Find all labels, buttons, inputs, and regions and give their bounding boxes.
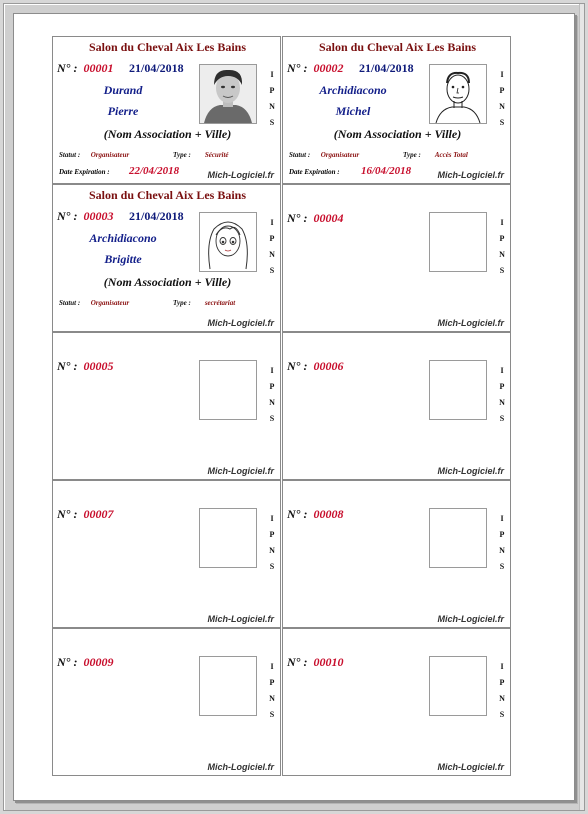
statut-row: Statut : Organisateur [289,151,360,159]
number-label: N° : [287,655,308,669]
ipns-vertical-label: I P N S [499,514,505,571]
ipns-vertical-label: I P N S [499,70,505,127]
photo-placeholder [199,360,257,420]
first-name: Pierre [107,104,139,118]
badge-number: 00009 [83,655,114,669]
number-label: N° : [287,211,308,225]
scrollbar[interactable] [579,4,584,810]
expiration-value: 16/04/2018 [361,165,412,177]
badge-number-row [287,359,343,374]
badge-number: 00008 [313,507,344,521]
expiration-label: Date Expiration : [289,168,340,176]
type-value: secrétariat [204,299,236,307]
footer-brand: Mich-Logiciel.fr [207,614,274,624]
type-row: Type : secrétariat [173,299,236,307]
badge-number-row [57,359,113,374]
badge-number-row [57,655,113,670]
badge-card [52,184,281,332]
ipns-vertical-label: I P N S [499,662,505,719]
number-label: N° : [57,507,78,521]
footer-brand: Mich-Logiciel.fr [437,318,504,328]
last-name: Archidiacono [89,231,157,245]
badge-number: 00007 [83,507,114,521]
badge-number-row [287,655,343,670]
number-label: N° : [287,507,308,521]
photo-placeholder [429,360,487,420]
footer-brand: Mich-Logiciel.fr [437,614,504,624]
ipns-vertical-label: I P N S [269,366,275,423]
photo-manga-sketch [199,212,257,272]
footer-brand: Mich-Logiciel.fr [437,466,504,476]
badge-card [52,36,281,184]
badge-card [282,480,511,628]
ipns-vertical-label: I P N S [269,218,275,275]
type-row: Type : Sécurité [173,151,229,159]
badge-number: 00003 [83,209,114,223]
badge-card [52,480,281,628]
badge-title: Salon du Cheval Aix Les Bains [88,40,247,54]
badge-card [282,332,511,480]
expiration-label: Date Expiration : [59,168,110,176]
association-label: (Nom Association + Ville) [103,127,232,141]
photo-placeholder [429,212,487,272]
number-label: N° : [57,655,78,669]
badge-number-row [287,507,343,522]
association-label: (Nom Association + Ville) [103,275,232,289]
badge-number-row [57,61,113,76]
badge-date: 21/04/2018 [359,61,414,75]
number-label: N° : [57,359,78,373]
type-value: Accès Total [434,151,468,159]
badge-number-row [287,61,343,76]
statut-row: Statut : Organisateur [59,151,130,159]
ipns-vertical-label: I P N S [269,514,275,571]
statut-value: Organisateur [320,151,360,159]
photo-placeholder [199,508,257,568]
type-value: Sécurité [204,151,229,159]
footer-brand: Mich-Logiciel.fr [207,466,274,476]
first-name: Michel [335,104,371,118]
ipns-vertical-label: I P N S [499,366,505,423]
photo-placeholder [199,656,257,716]
badge-number: 00002 [313,61,344,75]
last-name: Archidiacono [319,83,387,97]
footer-brand: Mich-Logiciel.fr [207,170,274,180]
number-label: N° : [57,209,78,223]
footer-brand: Mich-Logiciel.fr [207,762,274,772]
badge-title: Salon du Cheval Aix Les Bains [88,188,247,202]
photo-sketch [429,64,487,124]
ipns-vertical-label: I P N S [499,218,505,275]
badge-number: 00004 [313,211,344,225]
statut-value: Organisateur [90,299,130,307]
first-name: Brigitte [104,252,142,266]
badge-number: 00010 [313,655,344,669]
number-label: N° : [57,61,78,75]
badge-card [282,36,511,184]
badge-number: 00001 [83,61,114,75]
type-row: Type : Accès Total [403,151,468,159]
photo-placeholder [429,656,487,716]
badge-number-row [57,209,113,224]
expiration-value: 22/04/2018 [129,165,180,177]
badge-card [52,332,281,480]
badge-number: 00005 [83,359,114,373]
ipns-vertical-label: I P N S [269,70,275,127]
ipns-vertical-label: I P N S [269,662,275,719]
badge-number-row [287,211,343,226]
photo-placeholder [429,508,487,568]
badge-card [282,628,511,776]
badge-number: 00006 [313,359,344,373]
association-label: (Nom Association + Ville) [333,127,462,141]
statut-row: Statut : Organisateur [59,299,130,307]
number-label: N° : [287,61,308,75]
print-page [13,13,575,801]
photo-portrait [199,64,257,124]
footer-brand: Mich-Logiciel.fr [207,318,274,328]
number-label: N° : [287,359,308,373]
badge-card [52,628,281,776]
statut-value: Organisateur [90,151,130,159]
badge-date: 21/04/2018 [129,61,184,75]
footer-brand: Mich-Logiciel.fr [437,170,504,180]
badge-number-row [57,507,113,522]
badge-title: Salon du Cheval Aix Les Bains [318,40,477,54]
badge-date: 21/04/2018 [129,209,184,223]
last-name: Durand [103,83,143,97]
badge-card [282,184,511,332]
footer-brand: Mich-Logiciel.fr [437,762,504,772]
